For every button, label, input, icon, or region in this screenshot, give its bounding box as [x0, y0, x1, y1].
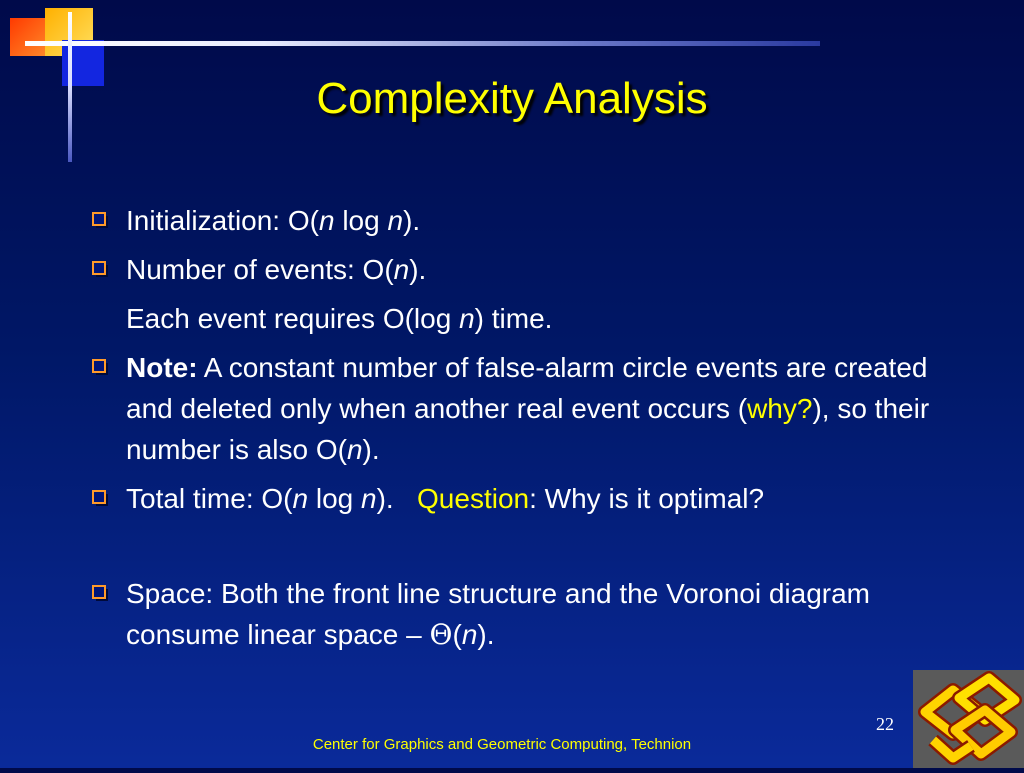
decor-red-square: [10, 18, 48, 56]
knot-logo-icon: [913, 670, 1024, 768]
bullet-box-icon: [92, 212, 106, 226]
decor-horizontal-line: [25, 41, 820, 46]
bullet-space: Space: Both the front line structure and the Voronoi diagram consume linear space – Θ(n).: [86, 573, 966, 655]
bullet-box-icon: [92, 359, 106, 373]
bullet-number-of-events: Number of events: O(n).: [86, 249, 966, 290]
bullet-note: Note: A constant number of false-alarm circle events are created and deleted only when another real event occurs (why?), so their number is also O(n).: [86, 347, 966, 470]
bullet-initialization: Initialization: O(n log n).: [86, 200, 966, 241]
bullet-box-icon: [92, 490, 106, 504]
footer-text: Center for Graphics and Geometric Computing, Technion: [312, 736, 692, 753]
sub-line-event-time: Each event requires O(log n) time.: [126, 303, 553, 334]
bullet-list: [86, 200, 966, 655]
page-number: 22: [876, 714, 894, 734]
bullet-total-time: Total time: O(n log n). Question: Why is it optimal?: [86, 478, 966, 519]
bullet-box-icon: [92, 261, 106, 275]
technion-logo: [913, 670, 1024, 768]
slide-title: Complexity Analysis: [316, 74, 708, 123]
bullet-box-icon: [92, 585, 106, 599]
